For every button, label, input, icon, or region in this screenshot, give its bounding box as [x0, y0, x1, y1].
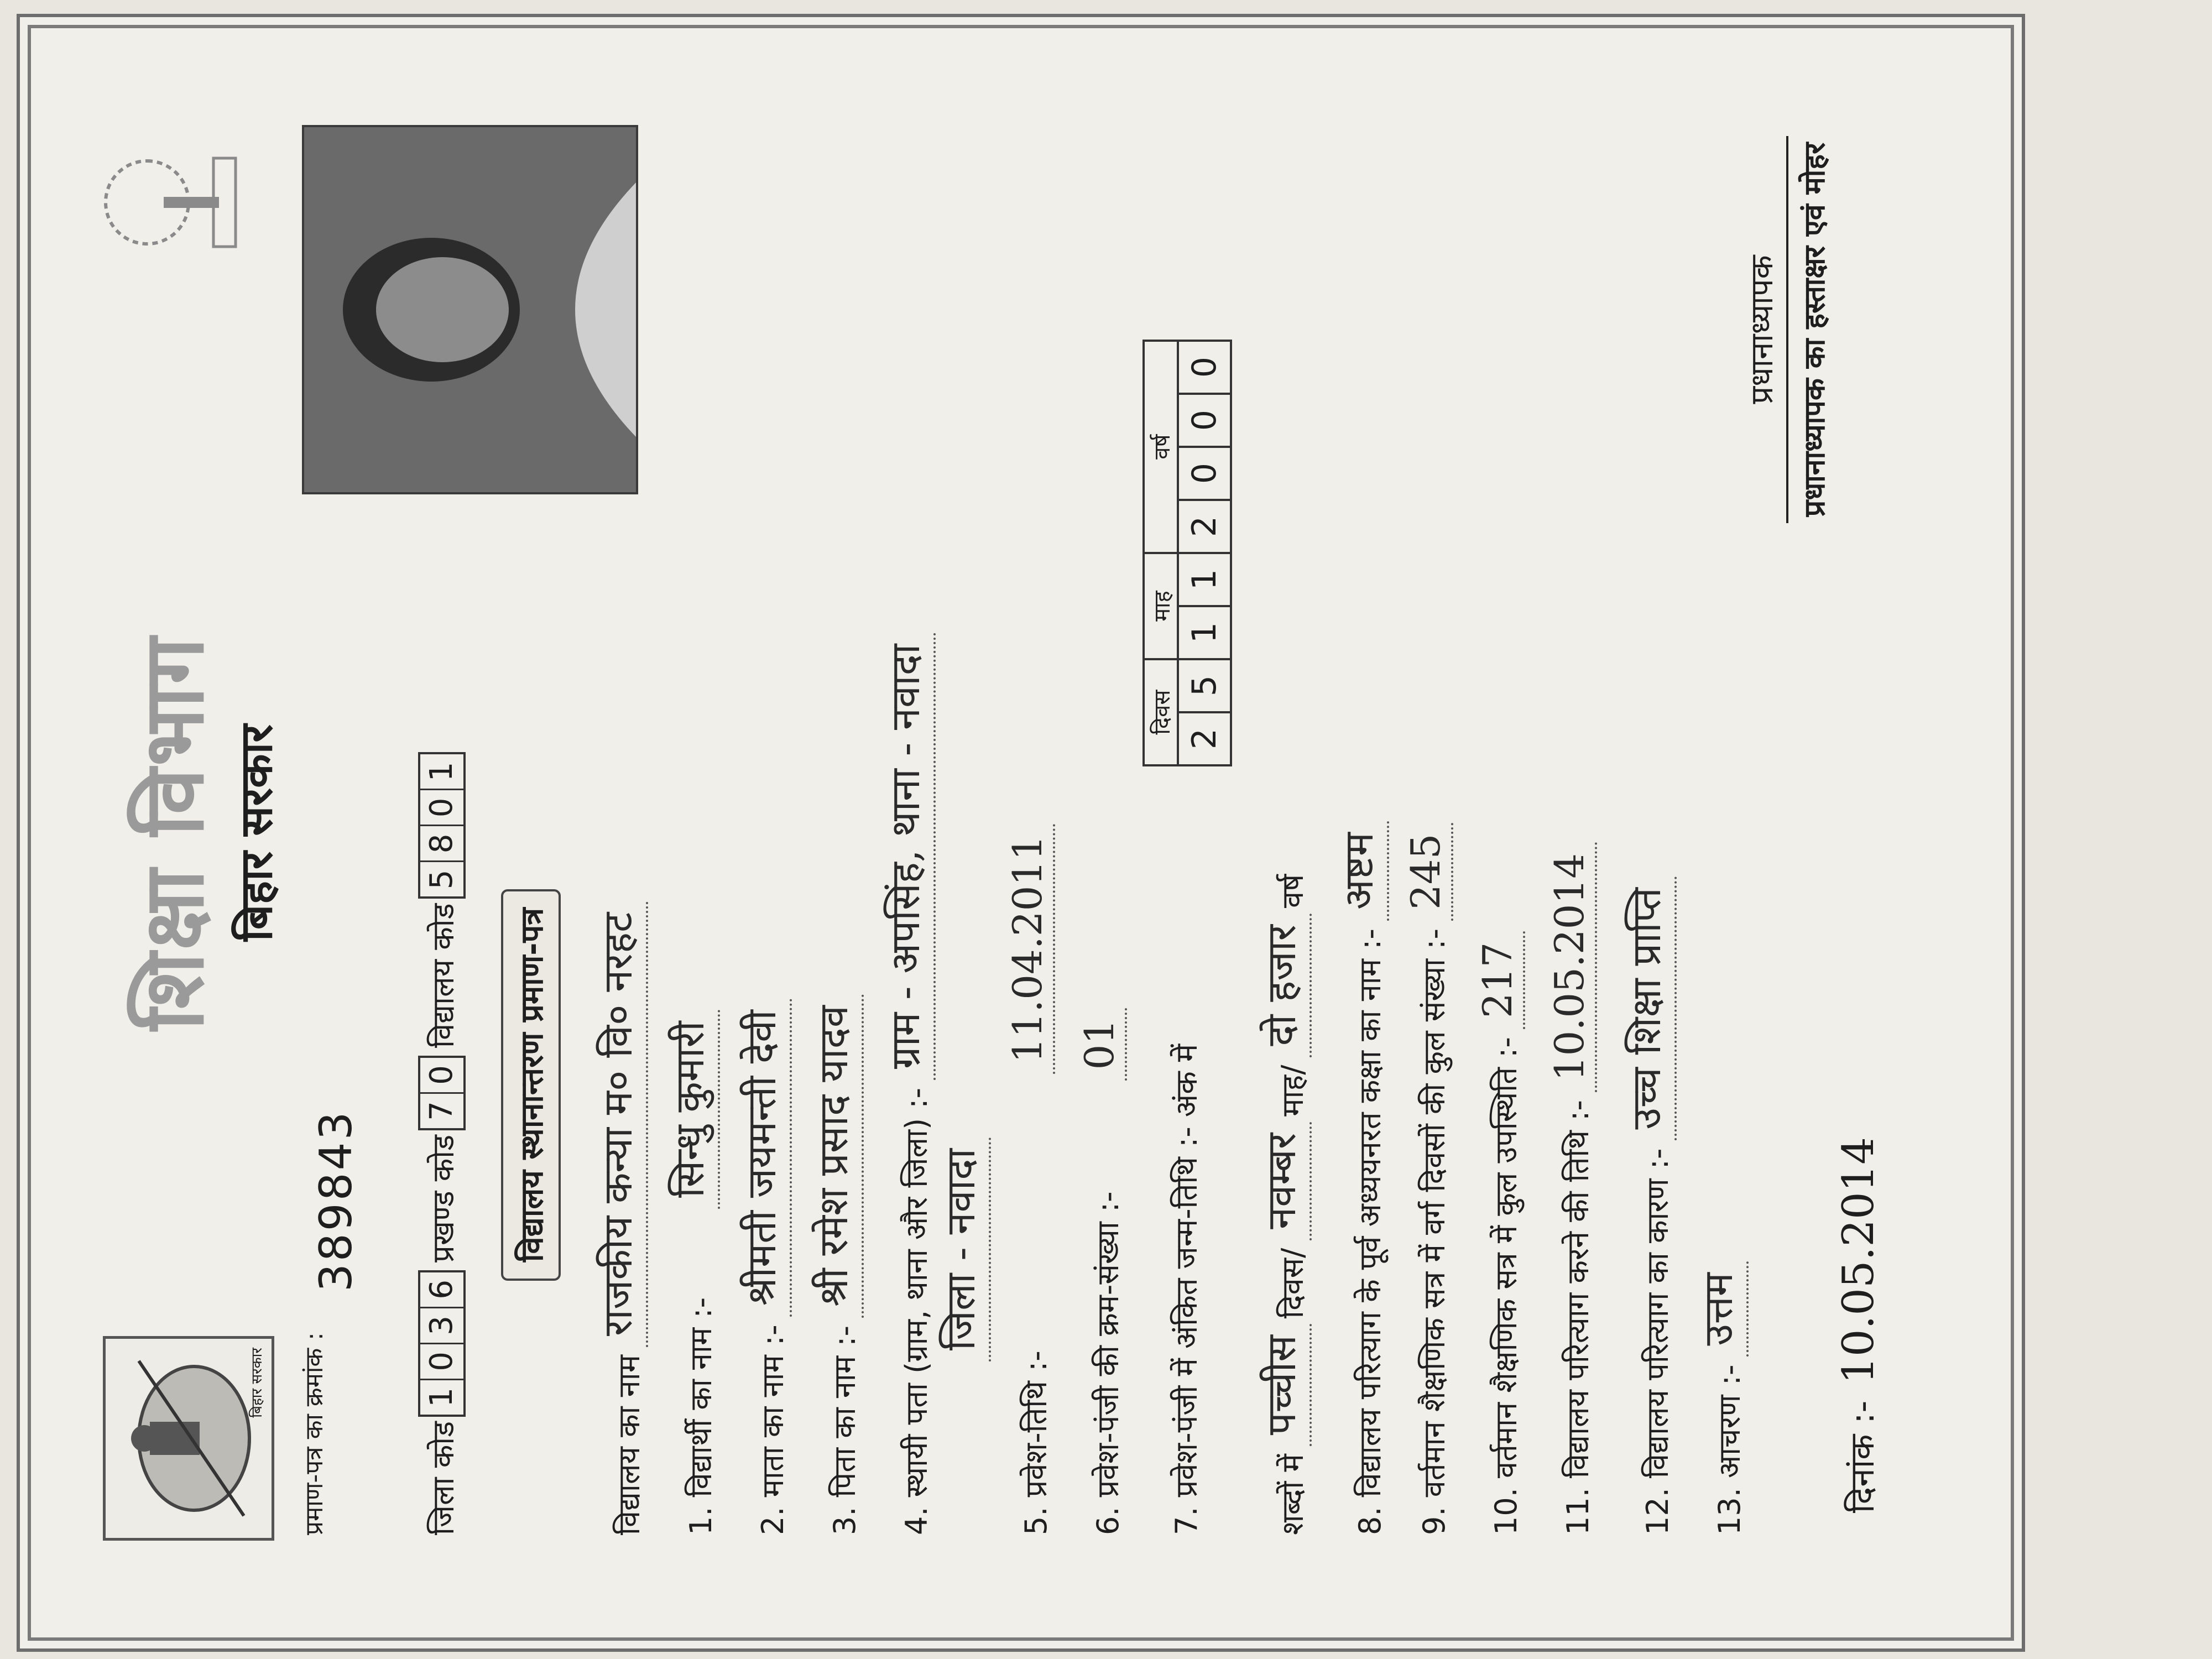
dob-words-month-label: माह/ — [1275, 1065, 1310, 1117]
block-digit: 7 — [424, 1101, 460, 1121]
register-no-row — [1076, 1008, 1127, 1535]
dob-day-digit: 2 — [1178, 712, 1231, 765]
father-name-label: 3. पिता का नाम :- — [827, 1326, 862, 1535]
district-digit: 3 — [420, 1308, 463, 1344]
working-days-row — [1402, 823, 1453, 1535]
dob-words-year-label: वर्ष — [1275, 874, 1310, 909]
student-photo — [302, 125, 638, 494]
dob-words-day: पच्चीस — [1253, 1324, 1312, 1446]
address-value-line2: जिला - नवादा — [932, 1138, 991, 1361]
leaving-date-value: 10.05.2014 — [1546, 842, 1597, 1092]
school-digit: 5 — [424, 869, 460, 890]
dob-month-digit: 1 — [1178, 606, 1231, 659]
dob-year-digit: 0 — [1178, 394, 1231, 447]
student-name-row — [661, 1010, 720, 1535]
issue-date-label: दिनांक :- — [1843, 1400, 1882, 1513]
serial-number: 389843 — [310, 1109, 362, 1292]
address-value: ग्राम - अपसिंह, थाना - नवादा — [877, 633, 936, 1080]
dob-table — [1142, 340, 1232, 766]
school-code-label: विद्यालय कोड — [426, 903, 461, 1048]
department-title: शिक्षा विभाग — [126, 635, 222, 1031]
dob-words-month: नवम्बर — [1253, 1122, 1312, 1240]
dob-year-digit: 0 — [1178, 341, 1231, 394]
government-name: बिहार सरकार — [231, 724, 282, 941]
school-digit: 8 — [420, 826, 463, 862]
dob-label: 7. प्रवेश-पंजी में अंकित जन्म-तिथि :- अंक में — [1169, 1044, 1204, 1535]
working-days-label: 9. वर्तमान शैक्षणिक सत्र में वर्ग दिवसों की कुल संख्या :- — [1417, 928, 1452, 1535]
serial-label: प्रमाण-पत्र का क्रमांक : — [300, 1332, 328, 1535]
headmaster-signature: प्रधानाध्यापक — [1740, 136, 1788, 523]
school-name-label: विद्यालय का नाम — [612, 1355, 646, 1535]
class-value: अष्टम — [1331, 821, 1389, 921]
conduct-row — [1690, 1261, 1749, 1535]
leaving-date-row — [1546, 842, 1597, 1535]
conduct-label: 13. आचरण :- — [1712, 1364, 1747, 1535]
leaving-reason-row — [1618, 877, 1677, 1535]
dob-year-digit: 2 — [1178, 500, 1231, 553]
student-name-value: सिन्धु कुमारी — [661, 1010, 720, 1209]
headmaster-signature-block — [1740, 136, 1833, 523]
district-digit: 0 — [420, 1344, 463, 1380]
dob-month-digit: 1 — [1178, 553, 1231, 606]
attendance-row — [1474, 931, 1525, 1535]
dob-words-year: दो हजार — [1253, 914, 1312, 1057]
school-name-value: राजकीय कन्या म० वि० नरहट — [589, 901, 648, 1347]
class-label: 8. विद्यालय परित्याग के पूर्व अध्ययनरत कक्षा का नाम :- — [1353, 928, 1387, 1535]
admission-date-row — [1004, 824, 1055, 1535]
district-digit: 1 — [424, 1387, 460, 1407]
register-no-label: 6. प्रवेश-पंजी की क्रम-संख्या :- — [1091, 1191, 1125, 1535]
student-name-label: 1. विद्यार्थी का नाम :- — [684, 1297, 718, 1535]
mother-name-value: श्रीमती जयमन्ती देवी — [733, 999, 792, 1317]
dob-day-header: दिवस — [1144, 659, 1178, 765]
block-code-label: प्रखण्ड कोड — [426, 1134, 461, 1262]
certificate-document — [64, 86, 1978, 1579]
leaving-reason-label: 12. विद्यालय परित्याग का कारण :- — [1640, 1148, 1675, 1535]
admission-date-value: 11.04.2011 — [1004, 824, 1055, 1074]
block-digit: 0 — [420, 1058, 463, 1094]
dob-year-digit: 0 — [1178, 447, 1231, 500]
dob-words-label: शब्दों में — [1275, 1454, 1310, 1535]
address-row-2 — [932, 1138, 991, 1369]
leaving-reason-value: उच्च शिक्षा प्राप्ति — [1618, 877, 1677, 1140]
admission-date-label: 5. प्रवेश-तिथि :- — [1019, 1350, 1053, 1535]
dob-year-header: वर्ष — [1144, 341, 1178, 553]
register-no-value: 01 — [1076, 1008, 1127, 1081]
leaving-date-label: 11. विद्यालय परित्याग करने की तिथि :- — [1561, 1100, 1595, 1535]
issue-date-value: 10.05.2014 — [1834, 1137, 1884, 1384]
school-code-boxes — [418, 752, 466, 899]
district-digit: 6 — [420, 1272, 463, 1308]
dob-words-row — [1253, 874, 1312, 1535]
issue-date-row — [1834, 1137, 1884, 1513]
signature-label: प्रधानाध्यापक का हस्ताक्षर एवं मोहर — [1798, 142, 1832, 517]
dob-month-header: माह — [1144, 553, 1178, 659]
father-name-value: श्री रमेश प्रसाद यादव — [805, 994, 864, 1318]
dob-row — [1165, 1044, 1206, 1535]
address-row — [877, 633, 936, 1535]
district-code-boxes — [418, 1270, 466, 1417]
school-name-row — [589, 901, 648, 1535]
certificate-title: विद्यालय स्थानान्तरण प्रमाण-पत्र — [501, 889, 561, 1281]
code-row — [418, 744, 466, 1535]
conduct-value: उत्तम — [1690, 1261, 1749, 1357]
address-label: 4. स्थायी पता (ग्राम, थाना और जिला) :- — [899, 1088, 934, 1535]
school-digit: 1 — [420, 754, 463, 790]
school-digit: 0 — [420, 790, 463, 826]
block-code-boxes — [418, 1056, 466, 1130]
district-code-label: जिला कोड — [426, 1421, 461, 1535]
certificate-sheet — [17, 14, 2025, 1652]
dob-words-day-label: दिवस/ — [1275, 1248, 1310, 1319]
father-name-row — [805, 994, 864, 1535]
mother-name-label: 2. माता का नाम :- — [755, 1324, 790, 1535]
working-days-value: 245 — [1402, 823, 1453, 921]
attendance-value: 217 — [1474, 931, 1525, 1029]
dob-day-digit: 5 — [1178, 659, 1231, 712]
attendance-label: 10. वर्तमान शैक्षणिक सत्र में कुल उपस्थिति :- — [1489, 1037, 1524, 1535]
class-row — [1331, 821, 1389, 1535]
emblem-caption: बिहार सरकार — [249, 1348, 265, 1418]
mother-name-row — [733, 999, 792, 1535]
